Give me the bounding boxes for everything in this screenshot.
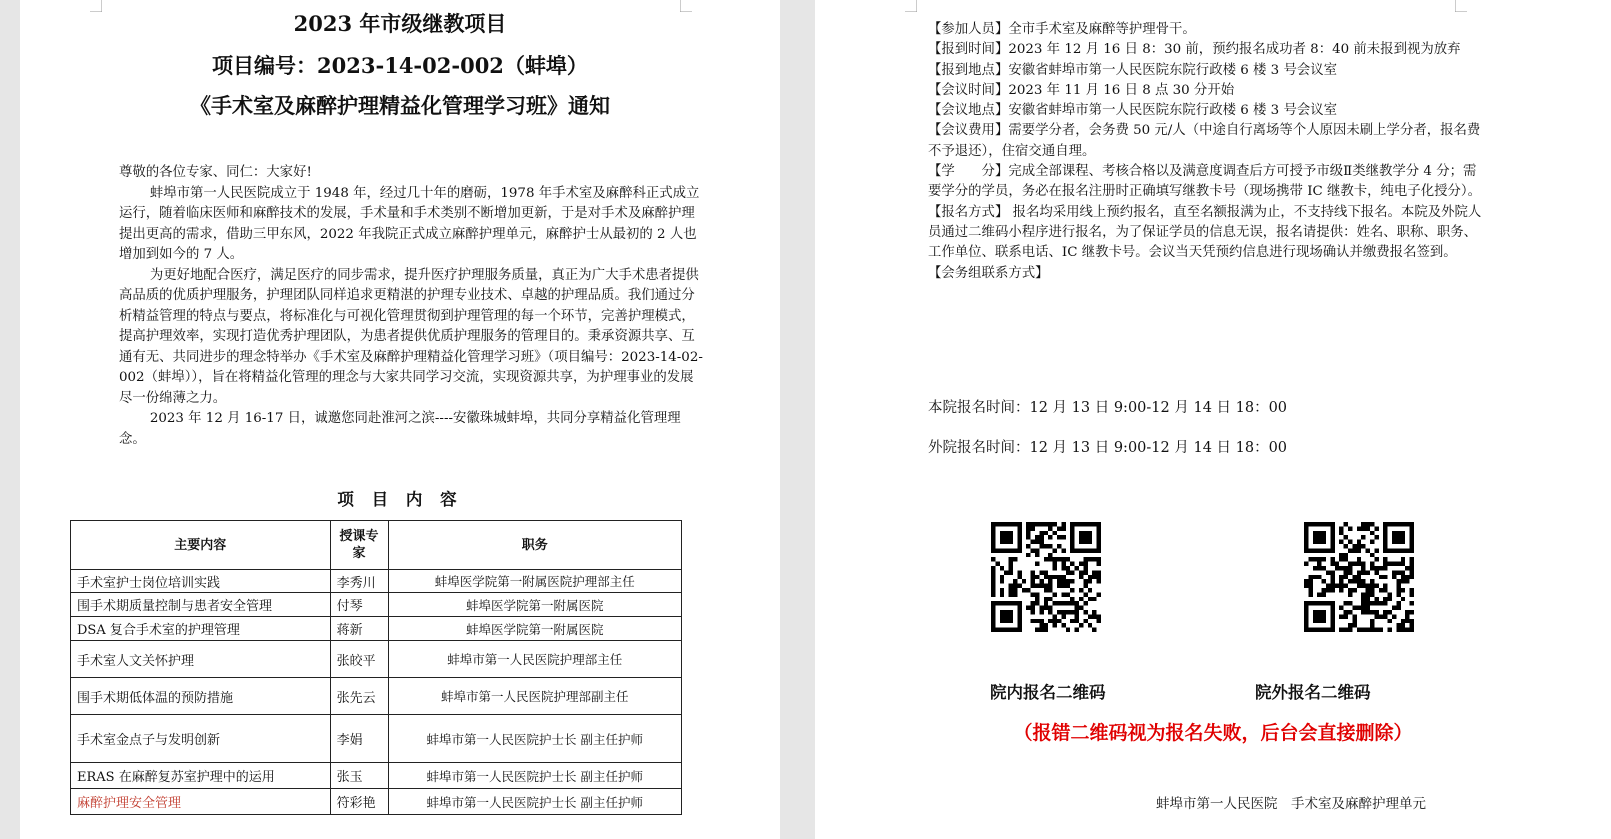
cell-expert: 张玉 [330,763,388,789]
table-row [71,617,682,641]
column-header-position: 职务 [388,521,682,570]
document-page-right [815,0,1611,839]
cell-position: 蚌埠市第一人民医院护士长 副主任护师 [388,789,682,815]
cell-position: 蚌埠市第一人民医院护士长 副主任护师 [388,715,682,763]
qr-code-icon[interactable] [1304,522,1414,632]
paragraph-1: 蚌埠市第一人民医院成立于 1948 年，经过几十年的磨砺，1978 年手术室及麻醉科正式成立运行，随着临床医师和麻醉技术的发展，手术量和手术类别不断增加更新，于是对手术及麻醉护理提出更高的需求，借助三甲东风，2022 年我院正式成立麻醉护理单元，麻醉护士从最初的 2 人也增加到如今的 7 人。 [119,185,700,262]
cell-content: 围手术期低体温的预防措施 [71,678,331,715]
cell-content: ERAS 在麻醉复苏室护理中的运用 [71,763,331,789]
column-header-expert: 授课专家 [330,521,388,570]
contact-info: 【会务组联系方式】 [928,265,1049,281]
report-place: 【报到地点】安徽省蚌埠市第一人民医院东院行政楼 6 楼 3 号会议室 [928,62,1338,78]
cell-expert: 李秀川 [330,570,388,593]
cell-content: 手术室金点子与发明创新 [71,715,331,763]
report-time: 【报到时间】2023 年 12 月 16 日 8：30 前，预约报名成功者 8：40 前未报到视为放弃 [928,42,1461,58]
qr-code-icon[interactable] [991,522,1101,632]
cell-content: 麻醉护理安全管理 [71,789,331,815]
table-row [71,789,682,815]
document-page-left [20,0,780,839]
meeting-time: 【会议时间】2023 年 11 月 16 日 8 点 30 分开始 [928,82,1235,98]
table-row [71,763,682,789]
title-line-3: 《手术室及麻醉护理精益化管理学习班》通知 [190,93,610,118]
qr-external-label: 院外报名二维码 [1255,683,1371,702]
corner-mark-icon [1455,0,1467,12]
cell-content: 手术室人文关怀护理 [71,641,331,678]
signature: 蚌埠市第一人民医院 手术室及麻醉护理单元 [1156,796,1426,812]
intro-text [119,163,704,450]
cell-position: 蚌埠市第一人民医院护理部副主任 [388,678,682,715]
cell-content: DSA 复合手术室的护理管理 [71,617,331,641]
project-content-table [70,520,682,815]
meeting-fee: 【会议费用】需要学分者，会务费 50 元/人（中途自行离场等个人原因未刷上学分者，报名费不予退还），住宿交通自理。 [928,123,1481,159]
cell-position: 蚌埠市第一人民医院护士长 副主任护师 [388,763,682,789]
table-row [71,570,682,593]
cell-expert: 蒋新 [330,617,388,641]
cell-position: 蚌埠医学院第一附属医院 [388,617,682,641]
column-header-content: 主要内容 [71,521,331,570]
cell-content: 围手术期质量控制与患者安全管理 [71,593,331,617]
participants: 【参加人员】全市手术室及麻醉等护理骨干。 [928,22,1196,37]
cell-content: 手术室护士岗位培训实践 [71,570,331,593]
cell-expert: 符彩艳 [330,789,388,815]
cell-position: 蚌埠市第一人民医院护理部主任 [388,641,682,678]
paragraph-3: 2023 年 12 月 16-17 日，诚邀您同赴淮河之滨----安徽珠城蚌埠，共同分享精益化管理理念。 [119,411,681,447]
table-header-row [71,521,682,570]
internal-signup-time: 本院报名时间：12 月 13 日 9:00-12 月 14 日 18：00 [928,400,1288,416]
cell-expert: 张先云 [330,678,388,715]
qr-warning-text: （报错二维码视为报名失败，后台会直接删除） [1013,722,1413,744]
corner-mark-icon [905,0,917,12]
qr-internal-label: 院内报名二维码 [990,683,1106,702]
cell-expert: 付琴 [330,593,388,617]
title-line-2: 项目编号：2023-14-02-002（蚌埠） [212,53,588,78]
cell-expert: 李娟 [330,715,388,763]
table-row [71,593,682,617]
meeting-info [928,20,1488,284]
section-title: 项 目 内 容 [337,490,463,509]
cell-expert: 张皎平 [330,641,388,678]
external-signup-time: 外院报名时间：12 月 13 日 9:00-12 月 14 日 18：00 [928,440,1288,456]
table-row [71,641,682,678]
credit-info: 【学 分】完成全部课程、考核合格以及满意度调查后方可授予市级Ⅱ类继教学分 4 分；需要学分的学员，务必在报名注册时正确填写继教卡号（现场携带 IC 继教卡，纯电子化授分）。 [928,164,1481,200]
table-row [71,715,682,763]
cell-position: 蚌埠医学院第一附属医院 [388,593,682,617]
greeting: 尊敬的各位专家、同仁：大家好! [119,165,312,180]
meeting-place: 【会议地点】安徽省蚌埠市第一人民医院东院行政楼 6 楼 3 号会议室 [928,103,1338,119]
table-row [71,678,682,715]
signup-method: 【报名方式】 报名均采用线上预约报名，直至名额报满为止，不支持线下报名。本院及外院人员通过二维码小程序进行报名，为了保证学员的信息无误，报名请提供：姓名、职称、职务、工作单位、联系电话、IC 继教卡号。会议当天凭预约信息进行现场确认并缴费报名签到。 [928,204,1482,261]
cell-position: 蚌埠医学院第一附属医院护理部主任 [388,570,682,593]
title-line-1: 2023 年市级继教项目 [293,11,507,36]
paragraph-2: 为更好地配合医疗，满足医疗的同步需求，提升医疗护理服务质量，真正为广大手术患者提供高品质的优质护理服务，护理团队同样追求更精湛的护理专业技术、卓越的护理品质。我们通过分析精益管理的特点与要点，将标准化与可视化管理贯彻到护理管理的每一个环节，完善护理模式，提高护理效率，实现打造优秀护理团队，为患者提供优质护理服务的管理目的。秉承资源共享、互通有无、共同进步的理念特举办《手术室及麻醉护理精益化管理学习班》（项目编号：2023-14-02-002（蚌埠）），旨在将精益化管理的理念与大家共同学习交流，实现资源共享，为护理事业的发展尽一份绵薄之力。 [119,267,703,406]
